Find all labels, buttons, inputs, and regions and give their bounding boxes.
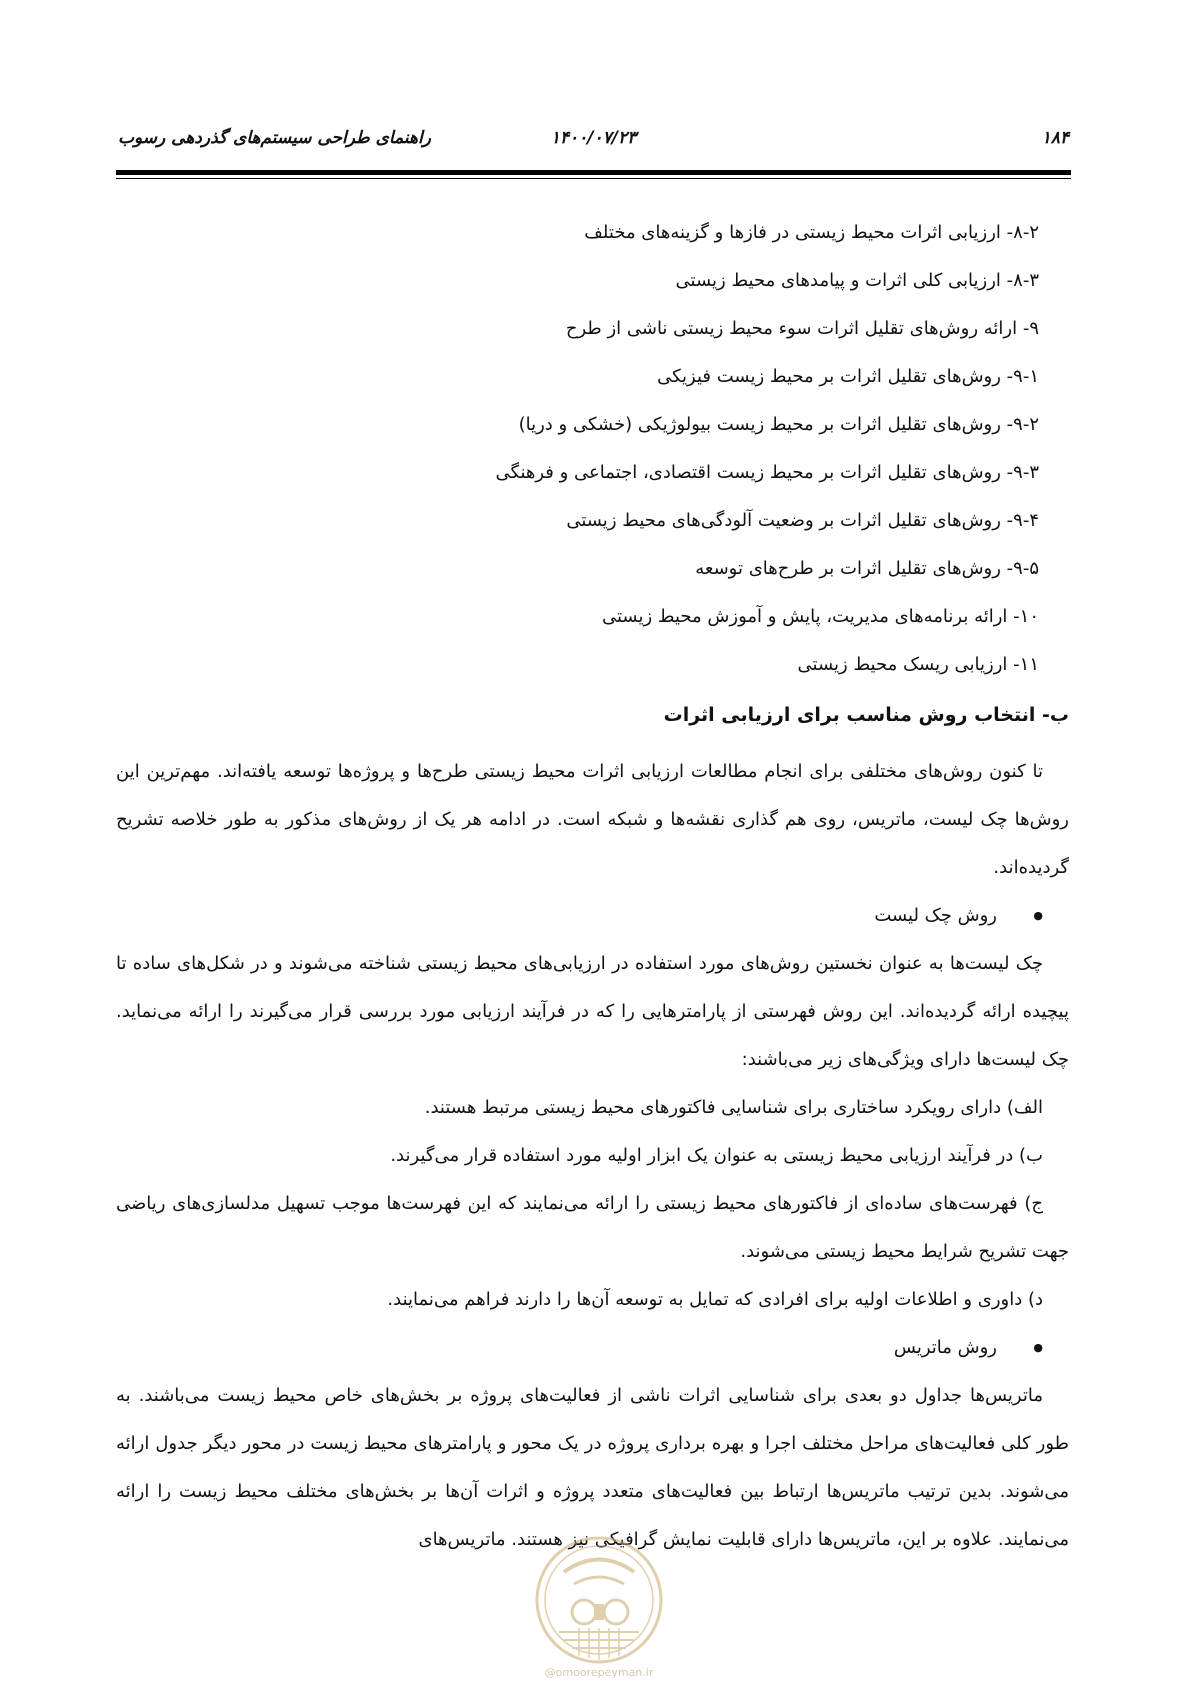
watermark-seal <box>524 1532 674 1682</box>
header-rule-thick <box>116 170 1071 175</box>
header-date: ۱۴۰۰/۰۷/۲۳ <box>550 128 637 148</box>
outline-item: ۹-۱- روش‌های تقلیل اثرات بر محیط زیست فیزیکی <box>657 366 1039 387</box>
page-number: ۱۸۴ <box>1041 128 1069 148</box>
outline-item: ۹-۳- روش‌های تقلیل اثرات بر محیط زیست اقتصادی، اجتماعی و فرهنگی <box>495 462 1039 483</box>
list-item: ج) فهرست‌های ساده‌ای از فاکتورهای محیط زیستی را ارائه می‌نمایند که این فهرست‌ها موجب تسهیل مدلسازی‌های ریاضی جهت تشریح شرایط محیط زیستی می‌شوند. <box>116 1193 1069 1262</box>
watermark-url: @omoorepeyman.ir <box>544 1666 654 1679</box>
bullet-matrix-label: روش ماتریس <box>893 1337 997 1358</box>
list-item: الف) دارای رویکرد ساختاری برای شناسایی فاکتورهای محیط زیستی مرتبط هستند. <box>424 1097 1043 1118</box>
bullet-checklist-label: روش چک لیست <box>874 905 997 926</box>
bullet-matrix <box>116 1324 1069 1372</box>
outline-item: ۹-۵- روش‌های تقلیل اثرات بر طرح‌های توسعه <box>695 558 1039 579</box>
section-heading: ب- انتخاب روش مناسب برای ارزیابی اثرات <box>663 704 1069 726</box>
seal-icon <box>524 1532 674 1682</box>
outline-list <box>496 218 1040 698</box>
list-item: د) داوری و اطلاعات اولیه برای افرادی که تمایل به توسعه آن‌ها را دارند فراهم می‌نمایند. <box>387 1289 1043 1310</box>
outline-item: ۹-۴- روش‌های تقلیل اثرات بر وضعیت آلودگی‌های محیط زیستی <box>566 510 1039 531</box>
bullet-checklist <box>116 892 1069 940</box>
outline-item: ۸-۳- ارزیابی کلی اثرات و پیامدهای محیط زیستی <box>675 270 1039 291</box>
outline-item: ۸-۲- ارزیابی اثرات محیط زیستی در فازها و گزینه‌های مختلف <box>584 222 1039 243</box>
checklist-paragraph: چک لیست‌ها به عنوان نخستین روش‌های مورد استفاده در ارزیابی‌های محیط زیستی شناخته می‌شوند و در شکل‌های ساده تا پیچیده ارائه گردیده‌اند. این روش فهرستی از پارامترهایی را که در فرآیند ارزیابی مورد بررسی قرار می‌گیرند را ارائه می‌نماید. چک لیست‌ها دارای ویژگی‌های زیر می‌باشند: <box>116 953 1069 1070</box>
outline-item: ۹- ارائه روش‌های تقلیل اثرات سوء محیط زیستی ناشی از طرح <box>565 318 1039 339</box>
list-item: ب) در فرآیند ارزیابی محیط زیستی به عنوان یک ابزار اولیه مورد استفاده قرار می‌گیرند. <box>390 1145 1043 1166</box>
outline-item: ۹-۲- روش‌های تقلیل اثرات بر محیط زیست بیولوژیکی (خشکی و دریا) <box>518 414 1039 435</box>
outline-item: ۱۰- ارائه برنامه‌های مدیریت، پایش و آموزش محیط زیستی <box>601 606 1039 627</box>
intro-paragraph: تا کنون روش‌های مختلفی برای انجام مطالعات ارزیابی اثرات محیط زیستی طرح‌ها و پروژه‌ها توسعه یافته‌اند. مهم‌ترین این روش‌ها چک لیست، ماتریس، روی هم گذاری نقشه‌ها و شبکه است. در ادامه هر یک از روش‌های مذکور به طور خلاصه تشریح گردیده‌اند. <box>116 761 1069 878</box>
header-rule-thin <box>116 178 1071 179</box>
header-title: راهنمای طراحی سیستم‌های گذردهی رسوب <box>118 128 431 148</box>
outline-item: ۱۱- ارزیابی ریسک محیط زیستی <box>797 654 1039 675</box>
matrix-paragraph: ماتریس‌ها جداول دو بعدی برای شناسایی اثرات ناشی از فعالیت‌های پروژه بر بخش‌های خاص محیط زیست می‌باشند. به طور کلی فعالیت‌های مراحل مختلف اجرا و بهره برداری پروژه در یک محور و پارامترهای محیط زیست در محور دیگر جدول ارائه می‌شوند. بدین ترتیب ماتریس‌ها ارتباط بین فعالیت‌های متعدد پروژه و اثرات آن‌ها بر بخش‌های مختلف محیط زیست را ارائه می‌نمایند. علاوه بر این، ماتریس‌ها دارای قابلیت نمایش گرافیکی نیز هستند. ماتریس‌های <box>116 1385 1069 1550</box>
page-header <box>118 128 1069 158</box>
section-body <box>116 700 1069 1564</box>
